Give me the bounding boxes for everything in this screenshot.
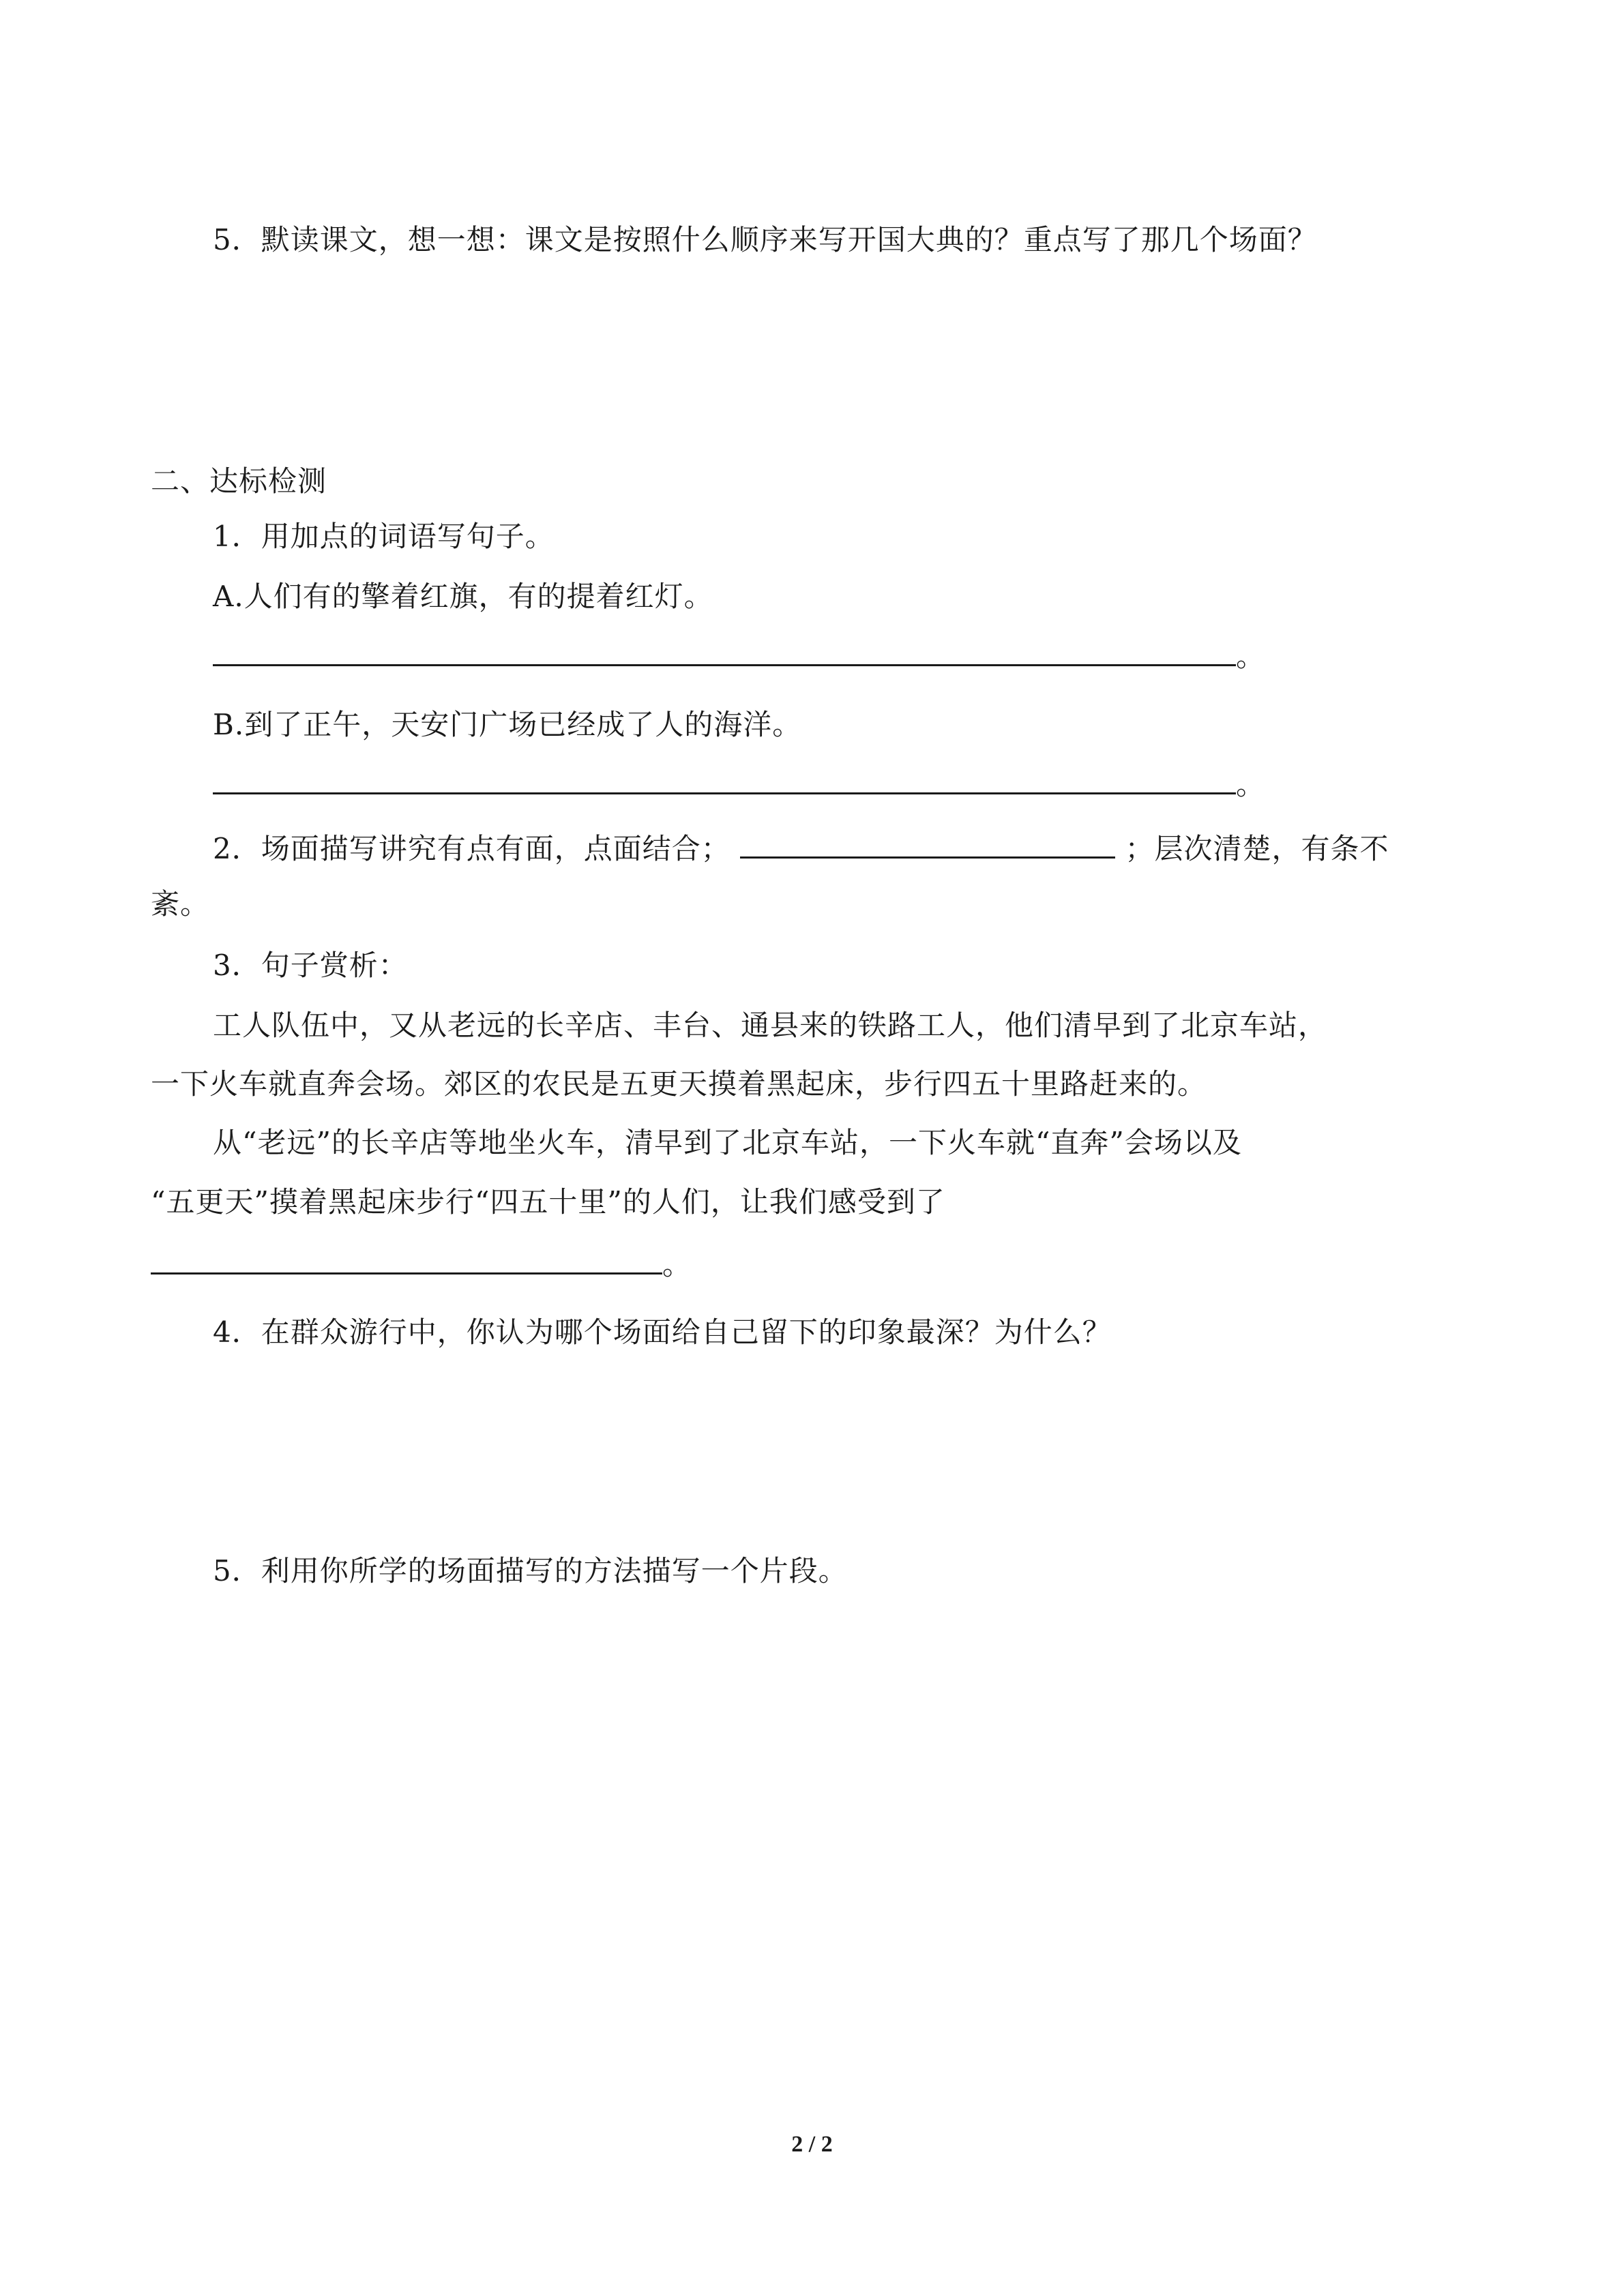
question-1-item-b: B.到了正午，天安门广场已经成了人的海洋。	[213, 708, 802, 741]
question-1-item-a: A.人们有的擎着红旗，有的提着红灯。	[213, 580, 713, 613]
period-3: 。	[662, 1248, 692, 1281]
question-2-after: ；层次清楚，有条不	[1125, 832, 1389, 865]
question-5: 5．利用你所学的场面描写的方法描写一个片段。	[213, 1554, 848, 1587]
analysis-line-2: “五更天”摸着黑起床步行“四五十里”的人们，让我们感受到了	[151, 1185, 945, 1219]
question-s1-5: 5．默读课文，想一想：课文是按照什么顺序来写开国大典的？重点写了那几个场面？	[213, 223, 1317, 256]
page-number: 2 / 2	[791, 2132, 833, 2157]
passage-line-2: 一下火车就直奔会场。郊区的农民是五更天摸着黑起床，步行四五十里路赶来的。	[151, 1067, 1207, 1101]
section-heading: 二、达标检测	[151, 464, 327, 498]
question-2-before: 2．场面描写讲究有点有面，点面结合；	[213, 832, 730, 865]
analysis-line-1: 从“老远”的长辛店等地坐火车，清早到了北京车站，一下火车就“直奔”会场以及	[213, 1126, 1242, 1159]
passage-line-1: 工人队伍中，又从老远的长辛店、丰台、通县来的铁路工人，他们清早到了北京车站，	[213, 1009, 1328, 1042]
blank-1a[interactable]	[213, 634, 1236, 666]
answer-line-1a[interactable]	[213, 634, 1265, 677]
answer-line-1b[interactable]	[213, 762, 1265, 805]
blank-3[interactable]	[151, 1242, 662, 1274]
question-2-continued: 紊。	[151, 887, 210, 921]
blank-2[interactable]	[740, 826, 1115, 859]
period-1b: 。	[1236, 768, 1266, 801]
answer-line-3[interactable]	[151, 1242, 692, 1285]
question-2	[213, 826, 1389, 869]
period-1a: 。	[1236, 640, 1266, 673]
question-4: 4．在群众游行中，你认为哪个场面给自己留下的印象最深？为什么？	[213, 1315, 1112, 1349]
question-3-prompt: 3．句子赏析：	[213, 949, 408, 982]
blank-1b[interactable]	[213, 762, 1236, 794]
question-1-prompt: 1．用加点的词语写句子。	[213, 520, 555, 553]
